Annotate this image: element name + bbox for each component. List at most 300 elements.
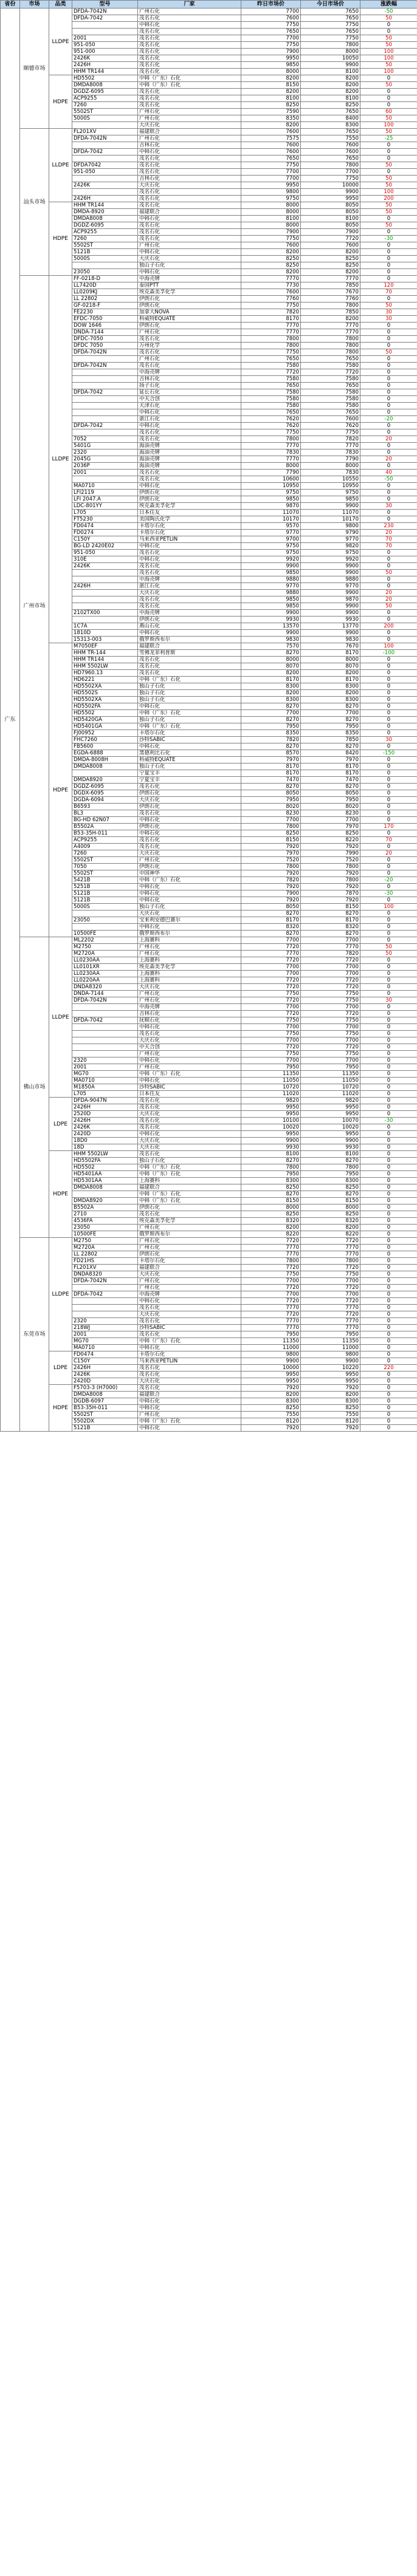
cell-model: 7260 [72, 102, 138, 109]
cell-today-price: 7820 [301, 951, 360, 957]
cell-change: 0 [360, 216, 417, 222]
cell-model: 5421B [72, 877, 138, 884]
cell-yesterday-price: 7830 [241, 449, 301, 456]
cell-manufacturer: 科威特EQUATE [138, 316, 241, 323]
cell-change: 0 [360, 1251, 417, 1258]
cell-model: LDC-801YY [72, 503, 138, 510]
cell-yesterday-price: 9750 [241, 490, 301, 496]
cell-manufacturer: 上海赛科 [138, 977, 241, 984]
cell-change: 0 [360, 697, 417, 703]
cell-change: 0 [360, 1351, 417, 1358]
cell-category: LLDPE [49, 129, 72, 202]
cell-yesterday-price: 7750 [241, 162, 301, 169]
cell-yesterday-price: 7750 [241, 236, 301, 242]
cell-yesterday-price: 8270 [241, 650, 301, 657]
cell-manufacturer: 中韩石化 [138, 1078, 241, 1084]
cell-manufacturer: 茂名石化 [138, 1331, 241, 1338]
cell-today-price: 7750 [301, 35, 360, 42]
cell-model: HD5502S [72, 690, 138, 697]
cell-today-price: 8000 [301, 657, 360, 663]
cell-yesterday-price: 8000 [241, 209, 301, 216]
cell-manufacturer: 大庆石化 [138, 1378, 241, 1385]
cell-yesterday-price: 8270 [241, 910, 301, 917]
cell-manufacturer: 大庆石化 [138, 1311, 241, 1318]
cell-today-price: 7950 [301, 1064, 360, 1071]
cell-change: 50 [360, 209, 417, 216]
cell-yesterday-price: 8270 [241, 703, 301, 710]
header-manufacturer: 厂家 [138, 1, 241, 9]
table-row [1, 276, 417, 282]
cell-model: DFDC-7050 [72, 336, 138, 343]
cell-manufacturer: 茂名石化 [138, 155, 241, 162]
cell-today-price: 9770 [301, 536, 360, 543]
cell-manufacturer: 大庆石化 [138, 1111, 241, 1118]
cell-today-price: 7700 [301, 1278, 360, 1285]
cell-today-price: 7700 [301, 1004, 360, 1011]
cell-today-price: 7970 [301, 824, 360, 830]
cell-change: 0 [360, 89, 417, 95]
cell-yesterday-price: 7470 [241, 777, 301, 784]
cell-manufacturer: 广州石化 [138, 1278, 241, 1285]
cell-change: 0 [360, 757, 417, 764]
cell-manufacturer: 茂名石化 [138, 670, 241, 677]
cell-yesterday-price: 9850 [241, 62, 301, 69]
cell-model: B6593 [72, 804, 138, 810]
cell-manufacturer: 伊朗石化 [138, 790, 241, 797]
cell-today-price: 7720 [301, 1044, 360, 1051]
cell-yesterday-price: 7700 [241, 1057, 301, 1064]
cell-change: 230 [360, 523, 417, 530]
cell-today-price: 7770 [301, 1245, 360, 1251]
cell-change: 70 [360, 837, 417, 844]
cell-yesterday-price: 7590 [241, 109, 301, 115]
cell-today-price: 8270 [301, 910, 360, 917]
cell-change: 0 [360, 864, 417, 870]
cell-change: 0 [360, 1372, 417, 1378]
cell-today-price: 7700 [301, 169, 360, 176]
cell-yesterday-price: 7900 [241, 229, 301, 236]
cell-model: DFDA-7042 [72, 149, 138, 155]
cell-change: 0 [360, 1057, 417, 1064]
cell-yesterday-price: 7790 [241, 470, 301, 476]
cell-today-price: 7830 [301, 470, 360, 476]
cell-manufacturer: 茂名石化 [138, 784, 241, 790]
cell-model: DMDA-8008H [72, 757, 138, 764]
cell-manufacturer: 扬子石化 [138, 383, 241, 389]
cell-yesterday-price: 7620 [241, 423, 301, 429]
cell-manufacturer: 福建联合 [138, 1265, 241, 1271]
cell-yesterday-price: 7620 [241, 416, 301, 423]
cell-change: 0 [360, 550, 417, 556]
cell-change: 20 [360, 530, 417, 536]
cell-yesterday-price: 9850 [241, 570, 301, 576]
cell-manufacturer: 茂名石化 [138, 89, 241, 95]
cell-today-price: 9930 [301, 617, 360, 623]
cell-today-price: 8200 [301, 1225, 360, 1231]
cell-model: FF-0218-D [72, 276, 138, 282]
cell-yesterday-price: 7970 [241, 757, 301, 764]
cell-manufacturer: 独山子石化 [138, 697, 241, 703]
cell-change: 0 [360, 1291, 417, 1298]
cell-model: HD5502 [72, 1164, 138, 1171]
cell-yesterday-price: 9820 [241, 1098, 301, 1104]
cell-change: 0 [360, 1405, 417, 1412]
cell-manufacturer: 吉林石化 [138, 142, 241, 149]
cell-change: 0 [360, 1098, 417, 1104]
cell-yesterday-price: 8300 [241, 697, 301, 703]
cell-manufacturer: 茂名石化 [138, 363, 241, 369]
cell-manufacturer: 广州石化 [138, 1412, 241, 1418]
cell-change: 0 [360, 1271, 417, 1278]
cell-model: DFDA-7042N [72, 363, 138, 369]
cell-change: 50 [360, 176, 417, 182]
cell-manufacturer: 中韩石化 [138, 269, 241, 276]
cell-model: FD21HS [72, 1258, 138, 1265]
cell-model: ML2202 [72, 937, 138, 944]
cell-model: L705 [72, 1091, 138, 1098]
cell-manufacturer: 福建联合 [138, 643, 241, 650]
cell-change: 0 [360, 1111, 417, 1118]
cell-yesterday-price: 7920 [241, 1385, 301, 1392]
cell-manufacturer: 埃克森美孚化学 [138, 289, 241, 296]
cell-yesterday-price: 7750 [241, 429, 301, 436]
cell-model [72, 176, 138, 182]
cell-today-price: 7650 [301, 129, 360, 135]
cell-manufacturer: 中韩石化 [138, 1057, 241, 1064]
cell-manufacturer: 伊朗石化 [138, 1251, 241, 1258]
cell-change: 0 [360, 363, 417, 369]
cell-today-price: 10550 [301, 476, 360, 483]
cell-model [72, 910, 138, 917]
cell-change: 0 [360, 870, 417, 877]
cell-today-price: 7800 [301, 349, 360, 356]
cell-today-price: 7770 [301, 1325, 360, 1331]
cell-model [72, 1037, 138, 1044]
cell-yesterday-price: 8200 [241, 690, 301, 697]
cell-change: 0 [360, 256, 417, 262]
cell-yesterday-price: 9570 [241, 523, 301, 530]
cell-model: 10500FE [72, 931, 138, 937]
cell-model: DMDA8920 [72, 1198, 138, 1204]
cell-model: 1810D [72, 630, 138, 637]
cell-today-price: 8300 [301, 697, 360, 703]
cell-model: FB5600 [72, 743, 138, 750]
cell-model [72, 1305, 138, 1311]
cell-yesterday-price: 7700 [241, 169, 301, 176]
cell-yesterday-price: 7700 [241, 971, 301, 977]
cell-change: 50 [360, 162, 417, 169]
cell-model: HD7960.13 [72, 670, 138, 677]
cell-change: 0 [360, 617, 417, 623]
cell-category: LLDPE [49, 1238, 72, 1351]
cell-change: 20 [360, 596, 417, 603]
cell-manufacturer: 日本住友 [138, 510, 241, 516]
cell-model: 2426K [72, 1372, 138, 1378]
cell-model [72, 189, 138, 196]
cell-change: 0 [360, 496, 417, 503]
cell-yesterday-price: 7920 [241, 870, 301, 877]
cell-change: -50 [360, 476, 417, 483]
cell-yesterday-price: 7770 [241, 456, 301, 463]
cell-manufacturer: 卡塔尔石化 [138, 530, 241, 536]
cell-manufacturer: 海油壳牌 [138, 456, 241, 463]
cell-model: FD0474 [72, 523, 138, 530]
cell-manufacturer: 泰国PTT [138, 282, 241, 289]
cell-change: 100 [360, 55, 417, 62]
cell-today-price: 9770 [301, 583, 360, 590]
cell-yesterday-price: 8150 [241, 1198, 301, 1204]
cell-today-price: 7800 [301, 1258, 360, 1265]
cell-today-price: 11070 [301, 510, 360, 516]
cell-today-price: 7580 [301, 363, 360, 369]
header-market: 市场 [20, 1, 49, 9]
cell-change: 0 [360, 804, 417, 810]
cell-model: 7050 [72, 864, 138, 870]
cell-manufacturer: 广州石化 [138, 242, 241, 249]
cell-model: DMDA8008 [72, 1184, 138, 1191]
table-row [1, 129, 417, 135]
cell-today-price: 7620 [301, 423, 360, 429]
cell-today-price: 9850 [301, 496, 360, 503]
cell-today-price: 7950 [301, 1171, 360, 1178]
cell-today-price: 7770 [301, 329, 360, 336]
cell-manufacturer: 俄罗斯西布尔 [138, 931, 241, 937]
cell-today-price: 8170 [301, 677, 360, 683]
cell-change: 0 [360, 1138, 417, 1144]
cell-manufacturer: 卡塔尔石化 [138, 1351, 241, 1358]
cell-manufacturer: 中海壳牌 [138, 276, 241, 282]
cell-change: 0 [360, 971, 417, 977]
cell-yesterday-price: 8250 [241, 262, 301, 269]
table-row [1, 75, 417, 82]
cell-yesterday-price: 9930 [241, 1144, 301, 1151]
cell-model: 5121B [72, 890, 138, 897]
cell-manufacturer: 延长石化 [138, 389, 241, 396]
cell-change: 0 [360, 1164, 417, 1171]
cell-yesterday-price: 7800 [241, 1258, 301, 1265]
cell-model: C150Y [72, 1358, 138, 1365]
cell-today-price: 8200 [301, 316, 360, 323]
cell-yesterday-price: 7600 [241, 149, 301, 155]
cell-model [72, 122, 138, 129]
cell-model: DNDA8320 [72, 984, 138, 991]
cell-today-price: 8200 [301, 249, 360, 256]
cell-manufacturer: 大庆石化 [138, 850, 241, 857]
cell-change: 0 [360, 1418, 417, 1425]
cell-change: 0 [360, 1412, 417, 1418]
cell-today-price: 9930 [301, 1144, 360, 1151]
cell-today-price: 9920 [301, 556, 360, 563]
cell-yesterday-price: 7720 [241, 957, 301, 964]
cell-today-price: 7950 [301, 1331, 360, 1338]
cell-change: 0 [360, 1158, 417, 1164]
cell-manufacturer: 茂名石化 [138, 202, 241, 209]
cell-model: LL0230AA [72, 971, 138, 977]
cell-today-price: 7750 [301, 1017, 360, 1024]
cell-yesterday-price: 9800 [241, 1351, 301, 1358]
cell-yesterday-price: 11050 [241, 1078, 301, 1084]
cell-change: 0 [360, 984, 417, 991]
cell-change: 0 [360, 403, 417, 409]
cell-today-price: 7580 [301, 376, 360, 383]
cell-yesterday-price: 9750 [241, 550, 301, 556]
cell-yesterday-price: 7920 [241, 1425, 301, 1432]
cell-model: 951-050 [72, 550, 138, 556]
cell-yesterday-price: 8250 [241, 256, 301, 262]
cell-model: 2426K [72, 182, 138, 189]
cell-category: HDPE [49, 1385, 72, 1432]
cell-today-price: 7650 [301, 29, 360, 35]
cell-today-price: 7750 [301, 176, 360, 182]
cell-change: 0 [360, 1258, 417, 1265]
cell-model: DFDA-9047N [72, 1098, 138, 1104]
cell-yesterday-price: 9950 [241, 182, 301, 189]
cell-model [72, 924, 138, 931]
cell-model [72, 576, 138, 583]
cell-model: LL 22802 [72, 1251, 138, 1258]
cell-manufacturer: 茂名石化 [138, 570, 241, 576]
cell-yesterday-price: 9950 [241, 1372, 301, 1378]
cell-change: 50 [360, 62, 417, 69]
cell-change: 0 [360, 1238, 417, 1245]
cell-category: HDPE [49, 202, 72, 276]
cell-today-price: 8250 [301, 1184, 360, 1191]
cell-change: 50 [360, 129, 417, 135]
cell-manufacturer: 中韩石化 [138, 249, 241, 256]
cell-yesterday-price: 9700 [241, 536, 301, 543]
cell-manufacturer: 伊朗石化 [138, 1204, 241, 1211]
cell-model: DGDZ-6095 [72, 89, 138, 95]
cell-manufacturer: 伊朗石化 [138, 323, 241, 329]
cell-yesterday-price: 9850 [241, 596, 301, 603]
cell-change: -30 [360, 236, 417, 242]
cell-change: 0 [360, 830, 417, 837]
cell-change: 30 [360, 737, 417, 743]
cell-model: HD5502FA [72, 1158, 138, 1164]
cell-today-price: 7720 [301, 977, 360, 984]
cell-yesterday-price: 7800 [241, 436, 301, 443]
cell-today-price: 7670 [301, 289, 360, 296]
cell-yesterday-price: 7900 [241, 49, 301, 55]
cell-today-price: 7800 [301, 42, 360, 49]
cell-today-price: 8300 [301, 122, 360, 129]
cell-yesterday-price: 8070 [241, 663, 301, 670]
cell-manufacturer: 中韩石化 [138, 1131, 241, 1138]
cell-model: ACP9255 [72, 837, 138, 844]
cell-model: 2426H [72, 1365, 138, 1372]
cell-yesterday-price: 7730 [241, 282, 301, 289]
cell-change: 50 [360, 35, 417, 42]
cell-change: 0 [360, 717, 417, 723]
cell-category: HDPE [49, 1151, 72, 1238]
cell-today-price: 7700 [301, 1024, 360, 1031]
cell-manufacturer: 吉林石化 [138, 1011, 241, 1017]
cell-yesterday-price: 7770 [241, 1251, 301, 1258]
cell-change: 0 [360, 329, 417, 336]
cell-change: 0 [360, 1104, 417, 1111]
cell-today-price: 8320 [301, 1218, 360, 1225]
cell-model: HHM 5502LW [72, 663, 138, 670]
cell-today-price: 8250 [301, 1405, 360, 1412]
cell-today-price: 10050 [301, 55, 360, 62]
cell-manufacturer: 茂名石化 [138, 29, 241, 35]
cell-today-price: 7650 [301, 383, 360, 389]
cell-yesterday-price: 8200 [241, 269, 301, 276]
cell-manufacturer: 广州石化 [138, 944, 241, 951]
cell-model [72, 403, 138, 409]
cell-manufacturer: 上海赛科 [138, 937, 241, 944]
cell-change: 0 [360, 249, 417, 256]
cell-manufacturer: 茂名石化 [138, 1098, 241, 1104]
cell-model: 5502DX [72, 1418, 138, 1425]
cell-change: 70 [360, 543, 417, 550]
cell-today-price: 7920 [301, 1425, 360, 1432]
cell-change: 30 [360, 503, 417, 510]
cell-manufacturer: 雪佛龙菲利普斯 [138, 650, 241, 657]
cell-manufacturer: 中韩石化 [138, 483, 241, 490]
cell-today-price: 7580 [301, 389, 360, 396]
cell-today-price: 7800 [301, 162, 360, 169]
cell-today-price: 7800 [301, 343, 360, 349]
cell-model: DFDA7042 [72, 162, 138, 169]
cell-yesterday-price: 7950 [241, 1331, 301, 1338]
cell-manufacturer: 茂名石化 [138, 62, 241, 69]
cell-today-price: 7770 [301, 1251, 360, 1258]
cell-model [72, 603, 138, 610]
cell-today-price: 7800 [301, 864, 360, 870]
cell-manufacturer: 茂名石化 [138, 349, 241, 356]
cell-manufacturer: 茂名石化 [138, 837, 241, 844]
cell-manufacturer: 茂名石化 [138, 844, 241, 850]
cell-change: 0 [360, 376, 417, 383]
cell-change: 0 [360, 1278, 417, 1285]
cell-manufacturer: 茂名石化 [138, 1124, 241, 1131]
cell-manufacturer: 中韩（广东）石化 [138, 1338, 241, 1345]
cell-category: LLDPE [49, 937, 72, 1098]
cell-yesterday-price: 7700 [241, 9, 301, 15]
cell-model: 2426H [72, 583, 138, 590]
cell-change: 0 [360, 703, 417, 710]
cell-model [72, 1024, 138, 1031]
cell-yesterday-price: 7720 [241, 977, 301, 984]
cell-manufacturer: 中韩石化 [138, 1405, 241, 1412]
cell-change: 50 [360, 182, 417, 189]
header-category: 品类 [49, 1, 72, 9]
cell-yesterday-price: 8350 [241, 730, 301, 737]
cell-yesterday-price: 7750 [241, 991, 301, 997]
cell-manufacturer: 广州石化 [138, 1225, 241, 1231]
cell-model: DFDC 7050 [72, 343, 138, 349]
cell-model: DFDA-7042 [72, 423, 138, 429]
cell-today-price: 7920 [301, 884, 360, 890]
cell-manufacturer: 中韩石化 [138, 817, 241, 824]
cell-change: 100 [360, 122, 417, 129]
cell-model [72, 476, 138, 483]
cell-manufacturer: 茂名石化 [138, 563, 241, 570]
cell-yesterday-price: 7720 [241, 1238, 301, 1245]
cell-today-price: 9900 [301, 1358, 360, 1365]
cell-yesterday-price: 8100 [241, 216, 301, 222]
cell-manufacturer: 广州石化 [138, 109, 241, 115]
cell-today-price: 7790 [301, 456, 360, 463]
cell-change: 0 [360, 1084, 417, 1091]
cell-change: 0 [360, 683, 417, 690]
cell-change: 0 [360, 1131, 417, 1138]
cell-model: 5121B [72, 249, 138, 256]
cell-model: 23050 [72, 917, 138, 924]
cell-change: 0 [360, 1051, 417, 1057]
cell-yesterday-price: 7770 [241, 276, 301, 282]
